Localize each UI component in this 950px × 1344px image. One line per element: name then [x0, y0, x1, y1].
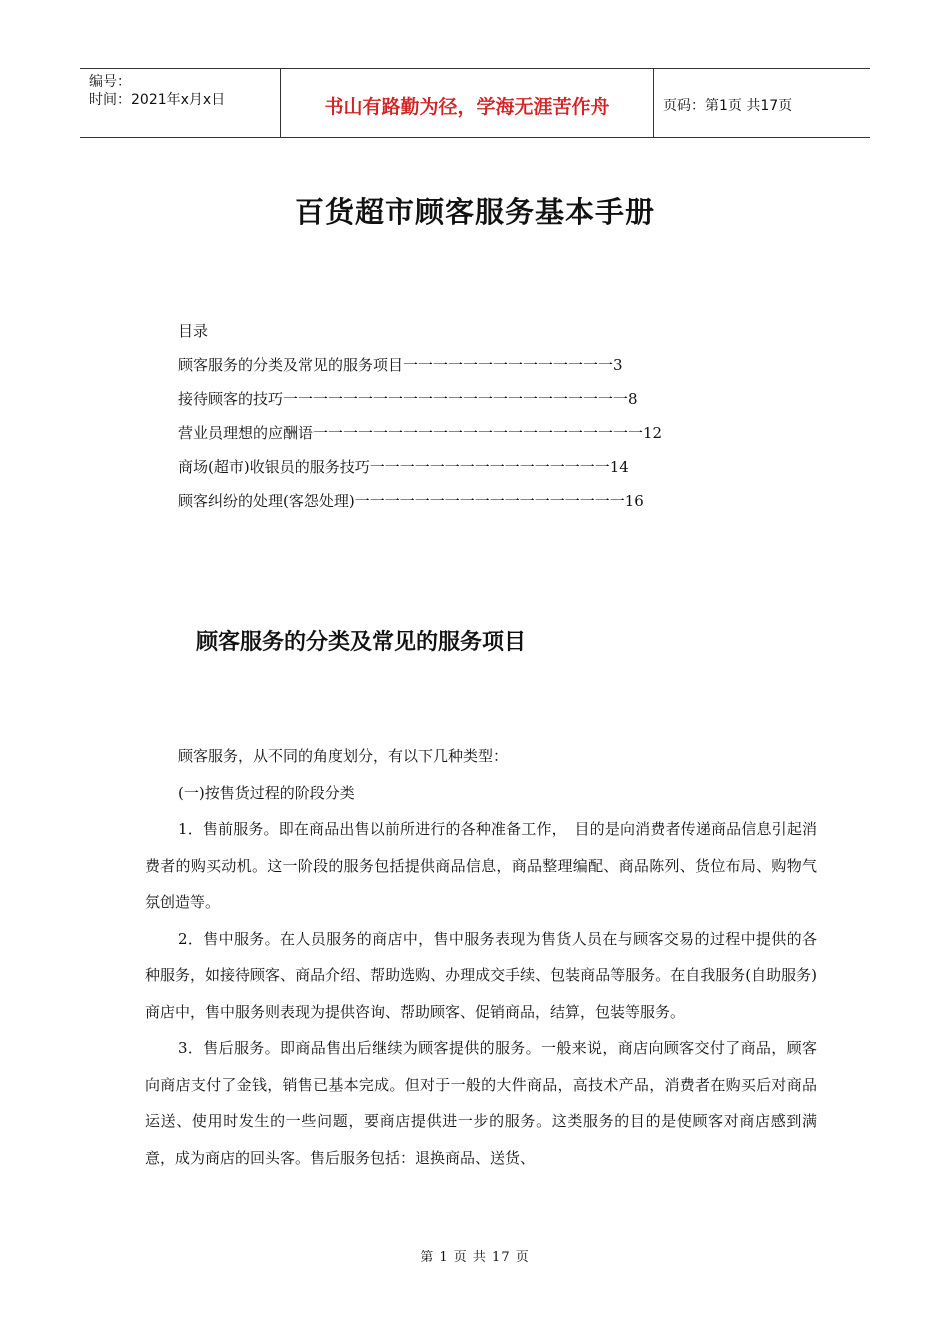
section-body	[145, 738, 817, 1176]
document-date: 时间：2021年x月x日	[89, 92, 226, 108]
paragraph: 顾客服务，从不同的角度划分，有以下几种类型：	[178, 747, 509, 765]
toc-item[interactable]: 顾客纠纷的处理(客怨处理)一一一一一一一一一一一一一一一一一一16	[178, 492, 644, 510]
header-motto: 书山有路勤为径，学海无涯苦作舟	[281, 69, 654, 137]
document-number-label: 编号：	[89, 74, 131, 90]
paragraph: (一)按售货过程的阶段分类	[178, 783, 355, 802]
header-page-info: 页码：第1页 共17页	[663, 98, 793, 114]
document-title: 百货超市顾客服务基本手册	[294, 195, 655, 229]
paragraph: 2．售中服务。在人员服务的商店中，售中服务表现为售货人员在与顾客交易的过程中提供的各种服务，如接待顾客、商品介绍、帮助选购、办理成交手续、包装商品等服务。在自我服务(自助服务)商店中，售中服务则表现为提供咨询、帮助顾客、促销商品，结算，包装等服务。	[145, 929, 817, 1021]
table-of-contents	[178, 318, 662, 522]
toc-item[interactable]: 商场(超市)收银员的服务技巧一一一一一一一一一一一一一一一一14	[178, 458, 629, 476]
page-header	[80, 68, 870, 138]
header-meta	[80, 69, 281, 137]
page-footer: 第 1 页 共 17 页	[420, 1250, 530, 1265]
paragraph: 1．售前服务。即在商品出售以前所进行的各种准备工作， 目的是向消费者传递商品信息引起消费者的购买动机。这一阶段的服务包括提供商品信息，商品整理编配、商品陈列、货位布局、购物气氛创造等。	[145, 820, 817, 911]
toc-heading: 目录	[178, 322, 209, 340]
toc-item[interactable]: 接待顾客的技巧一一一一一一一一一一一一一一一一一一一一一一一8	[178, 390, 638, 408]
paragraph: 3．售后服务。即商品售出后继续为顾客提供的服务。一般来说，商店向顾客交付了商品，顾客向商店支付了金钱，销售已基本完成。但对于一般的大件商品，高技术产品，消费者在购买后对商品运送、使用时发生的一些问题，要商店提供进一步的服务。这类服务的目的是使顾客对商店感到满意，成为商店的回头客。售后服务包括：退换商品、送货、	[145, 1039, 817, 1167]
toc-item[interactable]: 顾客服务的分类及常见的服务项目一一一一一一一一一一一一一一3	[178, 356, 623, 374]
toc-item[interactable]: 营业员理想的应酬语一一一一一一一一一一一一一一一一一一一一一一12	[178, 424, 663, 442]
section-heading: 顾客服务的分类及常见的服务项目	[196, 630, 527, 655]
